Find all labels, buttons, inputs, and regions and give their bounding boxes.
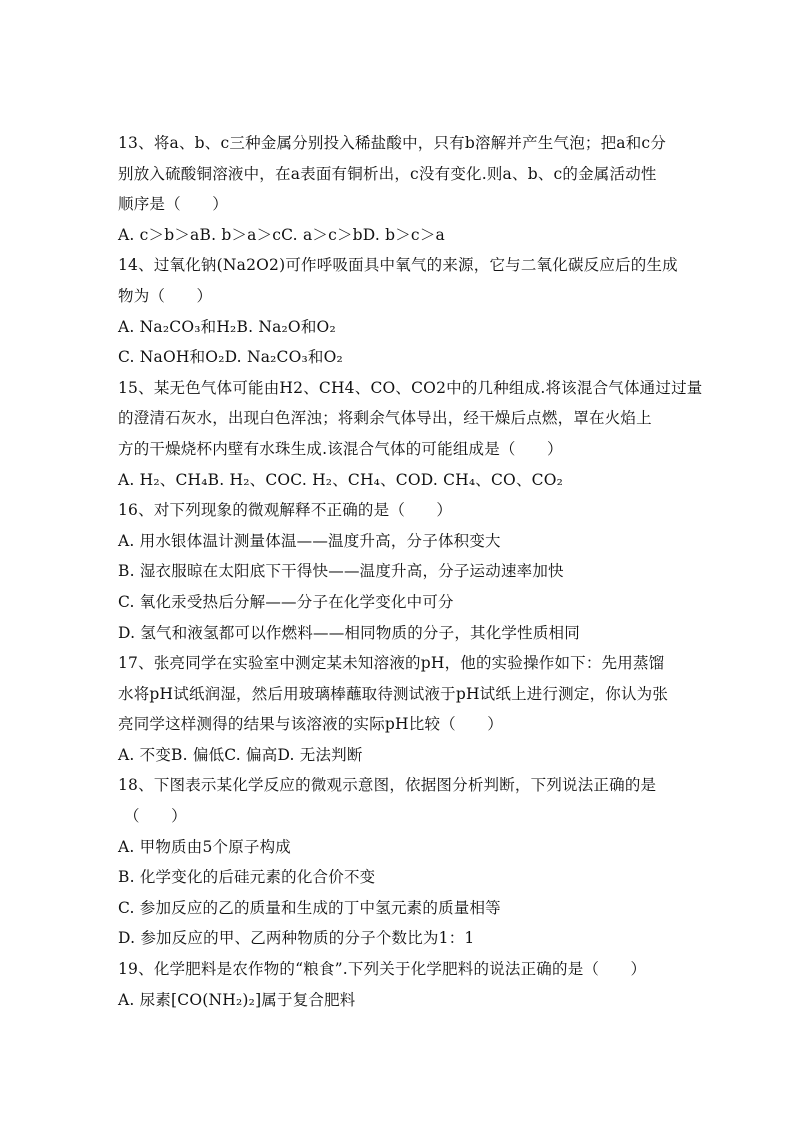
question-13-stem-line-2: 别放入硫酸铜溶液中，在a表面有铜析出，c没有变化.则a、b、c的金属活动性: [118, 164, 657, 183]
question-list: [118, 128, 703, 1015]
question-16-option-c: C. 氧化汞受热后分解——分子在化学变化中可分: [118, 592, 454, 611]
question-16-option-d: D. 氢气和液氢都可以作燃料——相同物质的分子，其化学性质相同: [118, 623, 580, 642]
question-19: [118, 954, 678, 1015]
question-17: [118, 648, 678, 770]
question-14-options-ab: A. Na₂CO₃和H₂B. Na₂O和O₂: [118, 317, 336, 336]
question-15-stem-line-2: 的澄清石灰水，出现白色浑浊；将剩余气体导出，经干燥后点燃，罩在火焰上: [118, 409, 652, 428]
question-18-stem-line-1: 18、下图表示某化学反应的微观示意图，依据图分析判断，下列说法正确的是: [118, 776, 657, 795]
question-18: [118, 770, 678, 954]
question-17-options: A. 不变B. 偏低C. 偏高D. 无法判断: [118, 745, 363, 764]
question-19-stem: 19、化学肥料是农作物的“粮食”.下列关于化学肥料的说法正确的是（ ）: [118, 960, 647, 979]
question-16-stem: 16、对下列现象的微观解释不正确的是（ ）: [118, 501, 453, 520]
question-15-options: A. H₂、CH₄B. H₂、COC. H₂、CH₄、COD. CH₄、CO、CO₂: [118, 470, 564, 489]
question-19-option-a: A. 尿素[CO(NH₂)₂]属于复合肥料: [118, 990, 356, 1009]
question-15-stem-line-3: 方的干燥烧杯内壁有水珠生成.该混合气体的可能组成是（ ）: [118, 439, 563, 458]
question-13: [118, 128, 678, 250]
question-16: [118, 495, 678, 648]
question-14: [118, 250, 678, 372]
question-13-stem-line-3: 顺序是（ ）: [118, 195, 228, 214]
question-13-stem-line-1: 13、将a、b、c三种金属分别投入稀盐酸中，只有b溶解并产生气泡；把a和c分: [118, 134, 667, 152]
question-14-options-cd: C. NaOH和O₂D. Na₂CO₃和O₂: [118, 348, 343, 367]
question-18-option-a: A. 甲物质由5个原子构成: [118, 837, 292, 856]
question-18-option-c: C. 参加反应的乙的质量和生成的丁中氢元素的质量相等: [118, 898, 501, 917]
question-15-stem-line-1: 15、某无色气体可能由H2、CH4、CO、CO2中的几种组成.将该混合气体通过过量: [118, 378, 703, 397]
question-17-stem-line-2: 水将pH试纸润湿，然后用玻璃棒蘸取待测试液于pH试纸上进行测定，你认为张: [118, 684, 669, 703]
question-14-stem-line-2: 物为（ ）: [118, 286, 213, 305]
question-18-option-d: D. 参加反应的甲、乙两种物质的分子个数比为1：1: [118, 929, 475, 948]
question-14-stem-line-1: 14、过氧化钠(Na2O2)可作呼吸面具中氧气的来源，它与二氧化碳反应后的生成: [118, 256, 678, 275]
question-15: [118, 373, 703, 495]
question-17-stem-line-3: 亮同学这样测得的结果与该溶液的实际pH比较（ ）: [118, 715, 503, 734]
question-18-stem-line-2: （ ）: [124, 807, 187, 826]
question-18-option-b: B. 化学变化的后硅元素的化合价不变: [118, 868, 376, 887]
question-17-stem-line-1: 17、张亮同学在实验室中测定某未知溶液的pH，他的实验操作如下：先用蒸馏: [118, 654, 665, 673]
question-16-option-b: B. 湿衣服晾在太阳底下干得快——温度升高，分子运动速率加快: [118, 562, 564, 581]
question-16-option-a: A. 用水银体温计测量体温——温度升高，分子体积变大: [118, 531, 501, 550]
question-13-options: A. c＞b＞aB. b＞a＞cC. a＞c＞bD. b＞c＞a: [118, 225, 445, 244]
